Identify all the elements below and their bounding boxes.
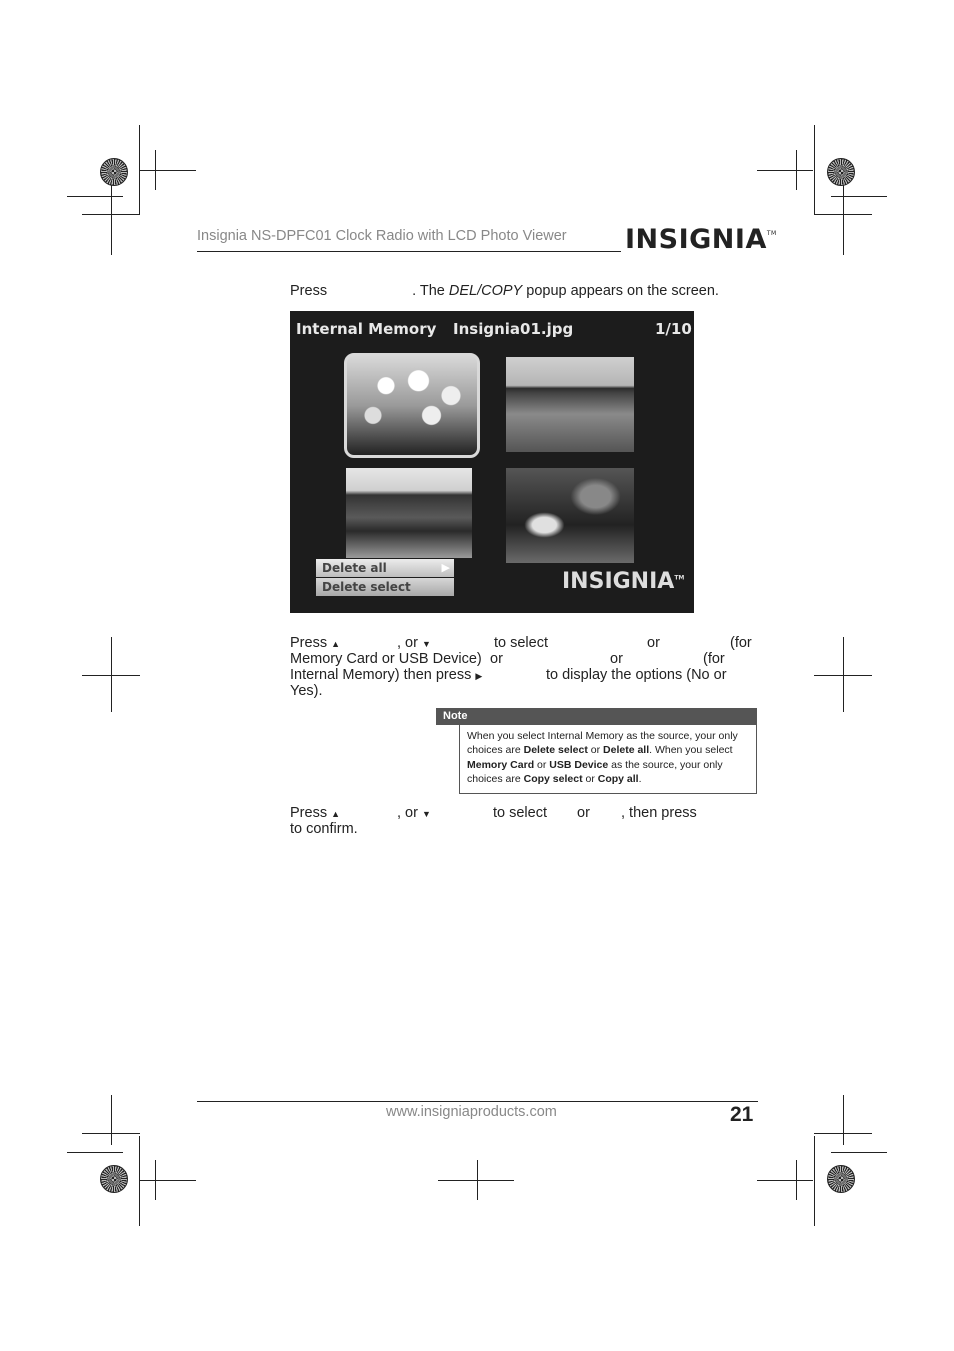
footer-url[interactable]: www.insigniaproducts.com <box>386 1104 557 1120</box>
thumbnail-lake <box>506 357 634 452</box>
header-rule <box>197 251 621 252</box>
screen-filename: Insignia01.jpg <box>453 320 574 338</box>
up-arrow-icon: ▲ <box>331 639 341 649</box>
step-2-line-1: Press ▲ <box>290 635 341 651</box>
thumbnail-temple <box>346 468 472 558</box>
menu-item-delete-select[interactable]: Delete select <box>316 578 454 596</box>
registration-star-icon <box>827 1165 855 1193</box>
up-arrow-icon: ▲ <box>331 809 341 819</box>
right-arrow-icon: ▶ <box>475 671 483 681</box>
page-number: 21 <box>730 1103 754 1126</box>
del-copy-popup <box>316 559 454 596</box>
registration-star-icon <box>100 1165 128 1193</box>
running-header: Insignia NS-DPFC01 Clock Radio with LCD Photo Viewer <box>197 228 567 244</box>
menu-item-delete-all[interactable]: Delete all ▶ <box>316 559 454 577</box>
thumbnail-waterfall <box>506 468 634 563</box>
device-screen-capture <box>290 311 694 613</box>
note-body: When you select Internal Memory as the source, your only choices are Delete select or Delete all. When you select Memory Card or USB Device as the source, your only choices are Copy select or Copy all. <box>467 730 738 785</box>
note-label: Note <box>436 708 757 725</box>
registration-star-icon <box>100 158 128 186</box>
thumbnail-flowers <box>344 353 480 458</box>
submenu-arrow-icon: ▶ <box>441 561 450 574</box>
screen-logo: INSIGNIA™ <box>562 569 685 594</box>
screen-source: Internal Memory <box>296 320 437 338</box>
registration-star-icon <box>827 158 855 186</box>
insignia-logo: INSIGNIA™ <box>625 224 777 255</box>
step-1-text: Press . The DEL/COPY popup appears on the screen. <box>290 283 719 299</box>
footer-rule <box>197 1101 758 1102</box>
down-arrow-icon: ▼ <box>421 809 431 819</box>
screen-counter: 1/10 <box>655 320 692 338</box>
down-arrow-icon: ▼ <box>421 639 431 649</box>
